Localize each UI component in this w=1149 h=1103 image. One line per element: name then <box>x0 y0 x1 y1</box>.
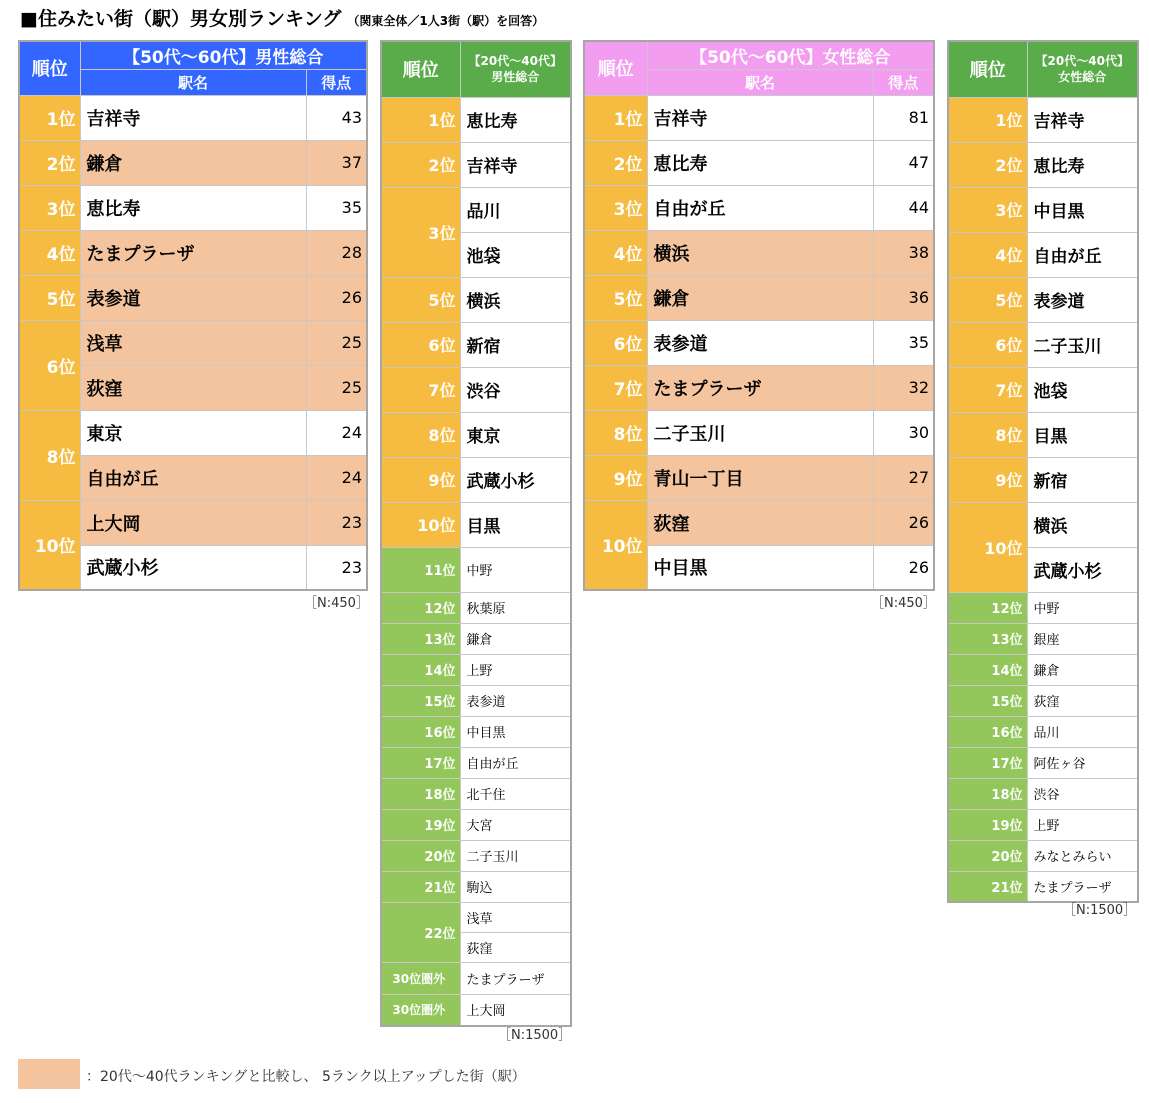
rank-cell: 6位 <box>381 322 460 367</box>
station-name: 渋谷 <box>1027 778 1138 809</box>
rank-cell: 2位 <box>584 140 647 185</box>
rank-cell: 14位 <box>948 654 1027 685</box>
station-name: 表参道 <box>460 685 571 716</box>
station-name: 銀座 <box>1027 623 1138 654</box>
table-title: 【20代～40代】 男性総合 <box>460 41 571 97</box>
station-name: たまプラーザ <box>80 230 306 275</box>
sample-size: ［N:450］ <box>304 596 369 611</box>
rank-cell: 1位 <box>948 97 1027 142</box>
station-name: 渋谷 <box>460 367 571 412</box>
table-title: 【50代～60代】男性総合 <box>80 41 367 69</box>
col-header-score: 得点 <box>306 69 367 95</box>
rank-cell: 15位 <box>948 685 1027 716</box>
score-cell: 30 <box>873 410 934 455</box>
ranking-table-female-20-40 <box>947 40 1139 903</box>
rank-cell: 18位 <box>381 778 460 809</box>
station-name: 横浜 <box>1027 502 1138 547</box>
rank-cell: 11位 <box>381 547 460 592</box>
score-cell: 23 <box>306 500 367 545</box>
station-name: 目黒 <box>1027 412 1138 457</box>
rank-cell: 3位 <box>948 187 1027 232</box>
score-cell: 81 <box>873 95 934 140</box>
rank-header: 順位 <box>19 41 80 95</box>
rank-cell: 2位 <box>948 142 1027 187</box>
station-name: 池袋 <box>460 232 571 277</box>
station-name: 上野 <box>1027 809 1138 840</box>
rank-cell: 14位 <box>381 654 460 685</box>
station-name: たまプラーザ <box>460 962 571 994</box>
station-name: 東京 <box>80 410 306 455</box>
station-name: 北千住 <box>460 778 571 809</box>
rank-cell: 20位 <box>948 840 1027 871</box>
rank-cell: 7位 <box>948 367 1027 412</box>
station-name: みなとみらい <box>1027 840 1138 871</box>
rank-cell: 10位 <box>381 502 460 547</box>
station-name: 鎌倉 <box>460 623 571 654</box>
ranking-table-male-20-40 <box>380 40 572 1027</box>
station-name: 横浜 <box>460 277 571 322</box>
score-cell: 26 <box>306 275 367 320</box>
station-name: 自由が丘 <box>460 747 571 778</box>
rank-cell: 6位 <box>948 322 1027 367</box>
station-name: 中野 <box>1027 592 1138 623</box>
rank-cell: 2位 <box>381 142 460 187</box>
rank-cell: 19位 <box>948 809 1027 840</box>
station-name: 恵比寿 <box>647 140 873 185</box>
rank-cell: 8位 <box>19 410 80 500</box>
station-name: 上大岡 <box>80 500 306 545</box>
rank-cell: 3位 <box>19 185 80 230</box>
rank-cell: 7位 <box>381 367 460 412</box>
score-cell: 47 <box>873 140 934 185</box>
page-title: ■住みたい街（駅）男女別ランキング （関東全体／1人3街（駅）を回答） <box>20 8 545 30</box>
station-name: 吉祥寺 <box>647 95 873 140</box>
rank-cell: 8位 <box>381 412 460 457</box>
station-name: 表参道 <box>80 275 306 320</box>
score-cell: 35 <box>306 185 367 230</box>
rank-cell: 13位 <box>948 623 1027 654</box>
legend-swatch <box>18 1059 80 1089</box>
rank-cell: 19位 <box>381 809 460 840</box>
rank-cell: 18位 <box>948 778 1027 809</box>
station-name: 表参道 <box>647 320 873 365</box>
station-name: 東京 <box>460 412 571 457</box>
station-name: 中目黒 <box>1027 187 1138 232</box>
station-name: 吉祥寺 <box>1027 97 1138 142</box>
sample-size: ［N:1500］ <box>498 1028 572 1043</box>
ranking-table-male-50-60 <box>18 40 368 591</box>
rank-cell: 7位 <box>584 365 647 410</box>
station-name: 武蔵小杉 <box>80 545 306 590</box>
station-name: 中目黒 <box>647 545 873 590</box>
station-name: 自由が丘 <box>647 185 873 230</box>
rank-cell: 16位 <box>948 716 1027 747</box>
station-name: 自由が丘 <box>1027 232 1138 277</box>
score-cell: 25 <box>306 320 367 365</box>
station-name: 恵比寿 <box>460 97 571 142</box>
rank-cell: 10位 <box>584 500 647 590</box>
station-name: 池袋 <box>1027 367 1138 412</box>
station-name: 荻窪 <box>1027 685 1138 716</box>
rank-cell: 4位 <box>19 230 80 275</box>
sample-size: ［N:1500］ <box>1063 903 1137 918</box>
rank-cell: 17位 <box>948 747 1027 778</box>
station-name: 二子玉川 <box>460 840 571 871</box>
score-cell: 28 <box>306 230 367 275</box>
rank-cell: 5位 <box>19 275 80 320</box>
rank-cell: 5位 <box>584 275 647 320</box>
station-name: 青山一丁目 <box>647 455 873 500</box>
station-name: 恵比寿 <box>1027 142 1138 187</box>
station-name: 表参道 <box>1027 277 1138 322</box>
rank-cell: 4位 <box>584 230 647 275</box>
score-cell: 25 <box>306 365 367 410</box>
rank-cell: 10位 <box>19 500 80 590</box>
station-name: たまプラーザ <box>1027 871 1138 902</box>
station-name: 上大岡 <box>460 994 571 1026</box>
station-name: 品川 <box>1027 716 1138 747</box>
score-cell: 26 <box>873 500 934 545</box>
station-name: 二子玉川 <box>1027 322 1138 367</box>
rank-cell: 9位 <box>948 457 1027 502</box>
station-name: 大宮 <box>460 809 571 840</box>
station-name: 目黒 <box>460 502 571 547</box>
score-cell: 37 <box>306 140 367 185</box>
station-name: 武蔵小杉 <box>1027 547 1138 592</box>
score-cell: 24 <box>306 410 367 455</box>
station-name: 荻窪 <box>647 500 873 545</box>
score-cell: 36 <box>873 275 934 320</box>
rank-cell: 3位 <box>381 187 460 277</box>
rank-cell: 4位 <box>948 232 1027 277</box>
legend-text: ：20代～40代ランキングと比較し、 5ランク以上アップした街（駅） <box>86 1069 526 1085</box>
station-name: 鎌倉 <box>647 275 873 320</box>
station-name: 浅草 <box>460 902 571 932</box>
station-name: 秋葉原 <box>460 592 571 623</box>
score-cell: 32 <box>873 365 934 410</box>
rank-cell: 9位 <box>584 455 647 500</box>
station-name: 品川 <box>460 187 571 232</box>
rank-cell: 1位 <box>381 97 460 142</box>
col-header-score: 得点 <box>873 69 934 95</box>
station-name: 新宿 <box>460 322 571 367</box>
score-cell: 44 <box>873 185 934 230</box>
score-cell: 24 <box>306 455 367 500</box>
station-name: 武蔵小杉 <box>460 457 571 502</box>
score-cell: 43 <box>306 95 367 140</box>
rank-cell: 12位 <box>948 592 1027 623</box>
rank-cell: 21位 <box>948 871 1027 902</box>
sample-size: ［N:450］ <box>871 596 936 611</box>
col-header-name: 駅名 <box>647 69 873 95</box>
rank-cell: 10位 <box>948 502 1027 592</box>
rank-cell: 30位圏外 <box>381 962 460 994</box>
score-cell: 26 <box>873 545 934 590</box>
station-name: 上野 <box>460 654 571 685</box>
rank-cell: 16位 <box>381 716 460 747</box>
station-name: 吉祥寺 <box>460 142 571 187</box>
rank-cell: 9位 <box>381 457 460 502</box>
station-name: 中野 <box>460 547 571 592</box>
score-cell: 38 <box>873 230 934 275</box>
rank-cell: 20位 <box>381 840 460 871</box>
score-cell: 23 <box>306 545 367 590</box>
rank-cell: 13位 <box>381 623 460 654</box>
station-name: 横浜 <box>647 230 873 275</box>
rank-cell: 30位圏外 <box>381 994 460 1026</box>
station-name: 中目黒 <box>460 716 571 747</box>
rank-cell: 21位 <box>381 871 460 902</box>
rank-cell: 5位 <box>948 277 1027 322</box>
rank-cell: 6位 <box>19 320 80 410</box>
col-header-name: 駅名 <box>80 69 306 95</box>
station-name: 浅草 <box>80 320 306 365</box>
rank-header: 順位 <box>948 41 1027 97</box>
rank-cell: 22位 <box>381 902 460 962</box>
ranking-table-female-50-60 <box>583 40 935 591</box>
score-cell: 35 <box>873 320 934 365</box>
station-name: 鎌倉 <box>80 140 306 185</box>
page-subtitle: （関東全体／1人3街（駅）を回答） <box>347 14 545 28</box>
rank-cell: 1位 <box>19 95 80 140</box>
rank-cell: 3位 <box>584 185 647 230</box>
rank-header: 順位 <box>381 41 460 97</box>
rank-cell: 8位 <box>948 412 1027 457</box>
rank-header: 順位 <box>584 41 647 95</box>
station-name: 駒込 <box>460 871 571 902</box>
rank-cell: 6位 <box>584 320 647 365</box>
station-name: 恵比寿 <box>80 185 306 230</box>
rank-cell: 8位 <box>584 410 647 455</box>
station-name: 荻窪 <box>460 932 571 962</box>
rank-cell: 17位 <box>381 747 460 778</box>
station-name: 新宿 <box>1027 457 1138 502</box>
station-name: 鎌倉 <box>1027 654 1138 685</box>
rank-cell: 5位 <box>381 277 460 322</box>
station-name: 二子玉川 <box>647 410 873 455</box>
station-name: 自由が丘 <box>80 455 306 500</box>
rank-cell: 12位 <box>381 592 460 623</box>
rank-cell: 2位 <box>19 140 80 185</box>
table-title: 【20代～40代】 女性総合 <box>1027 41 1138 97</box>
station-name: 吉祥寺 <box>80 95 306 140</box>
score-cell: 27 <box>873 455 934 500</box>
table-title: 【50代～60代】女性総合 <box>647 41 934 69</box>
station-name: 阿佐ヶ谷 <box>1027 747 1138 778</box>
rank-cell: 1位 <box>584 95 647 140</box>
station-name: たまプラーザ <box>647 365 873 410</box>
station-name: 荻窪 <box>80 365 306 410</box>
rank-cell: 15位 <box>381 685 460 716</box>
